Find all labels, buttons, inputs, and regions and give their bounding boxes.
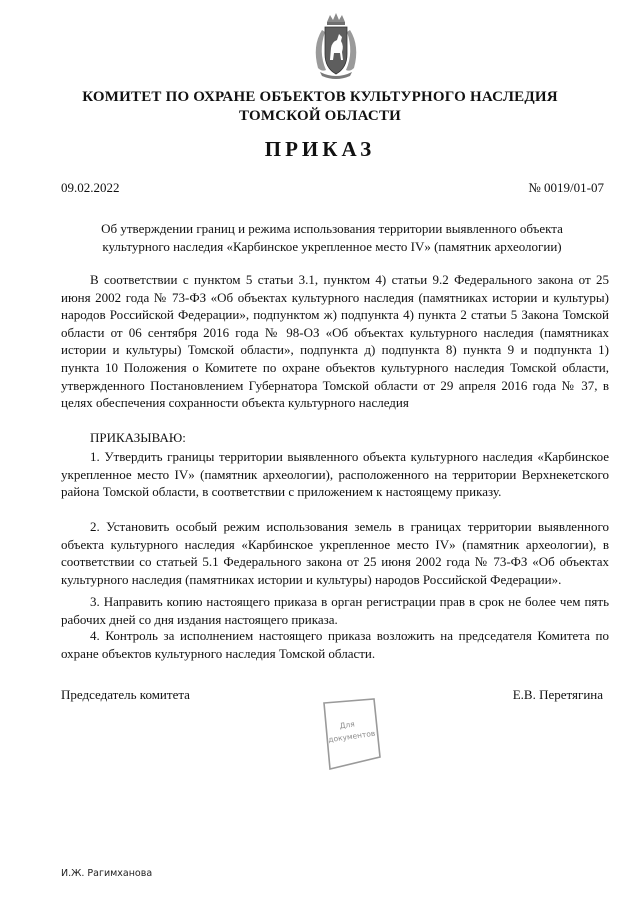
org-name-line1: КОМИТЕТ ПО ОХРАНЕ ОБЪЕКТОВ КУЛЬТУРНОГО НАСЛЕДИЯ <box>82 89 558 105</box>
stamp-text-line: Для <box>338 719 356 731</box>
document-stamp <box>318 693 384 775</box>
org-name-line2: ТОМСКОЙ ОБЛАСТИ <box>238 108 402 124</box>
document-subject <box>62 220 602 256</box>
order-keyword: ПРИКАЗЫВАЮ: <box>90 430 186 445</box>
document-number: № 0019/01-07 <box>528 180 604 195</box>
executor-name: И.Ж. Рагимханова <box>61 868 153 879</box>
order-item: 4. Контроль за исполнением настоящего приказа возложить на председателя Комитета по охране объектов культурного наследия Томской области. <box>61 628 609 661</box>
document-type-title: ПРИКАЗ <box>264 137 376 161</box>
subject-line: Об утверждении границ и режима использования территории выявленного объекта <box>101 221 563 236</box>
signatory-name: Е.В. Перетягина <box>512 687 603 702</box>
signatory-role: Председатель комитета <box>61 687 190 702</box>
stamp-text-line: документов <box>327 728 376 745</box>
subject-line: культурного наследия «Карбинское укрепленное место IV» (памятник археологии) <box>102 239 562 254</box>
order-item: 1. Утвердить границы территории выявленного объекта культурного наследия «Карбинское укрепленное место IV» (памятник археологии), расположенного на территории Верхнекетского района Томской области, в соответствии с приложением к настоящему приказу. <box>61 449 609 500</box>
order-item: 2. Установить особый режим использования земель в границах территории выявленного объекта культурного наследия «Карбинское укрепленное место IV» (памятник археологии), в соответствии со статьей 5.1 Федерального закона от 25 июня 2002 года № 73-ФЗ «Об объектах культурного наследия (памятниках истории и культуры) народов Российской Федерации». <box>61 519 609 587</box>
order-item: 3. Направить копию настоящего приказа в орган регистрации прав в срок не более чем пять рабочих дней со дня издания настоящего приказа. <box>61 594 609 627</box>
legal-basis-paragraph: В соответствии с пунктом 5 статьи 3.1, пунктом 4) статьи 9.2 Федерального закона от 25 июня 2002 года № 73-ФЗ «Об объектах культурного наследия (памятниках истории и культуры) народов Российской Федерации», подпунктом ж) подпункта 4) пункта 2 статьи 5 Закона Томской области от 06 сентября 2016 года № 98-ОЗ «Об объектах культурного наследия (памятниках истории и культуры) Томской области», подпункта д) подпункта 8) пункта 9 и подпункта 1) пункта 10 Положения о Комитете по охране объектов культурного наследия Томской области, утвержденного Постановлением Губернатора Томской области от 29 апреля 2016 года № 37, в целях обеспечения сохранности объекта культурного наследия <box>61 272 609 411</box>
coat-of-arms-tomsk-region-icon <box>300 10 372 82</box>
document-date: 09.02.2022 <box>61 180 120 195</box>
